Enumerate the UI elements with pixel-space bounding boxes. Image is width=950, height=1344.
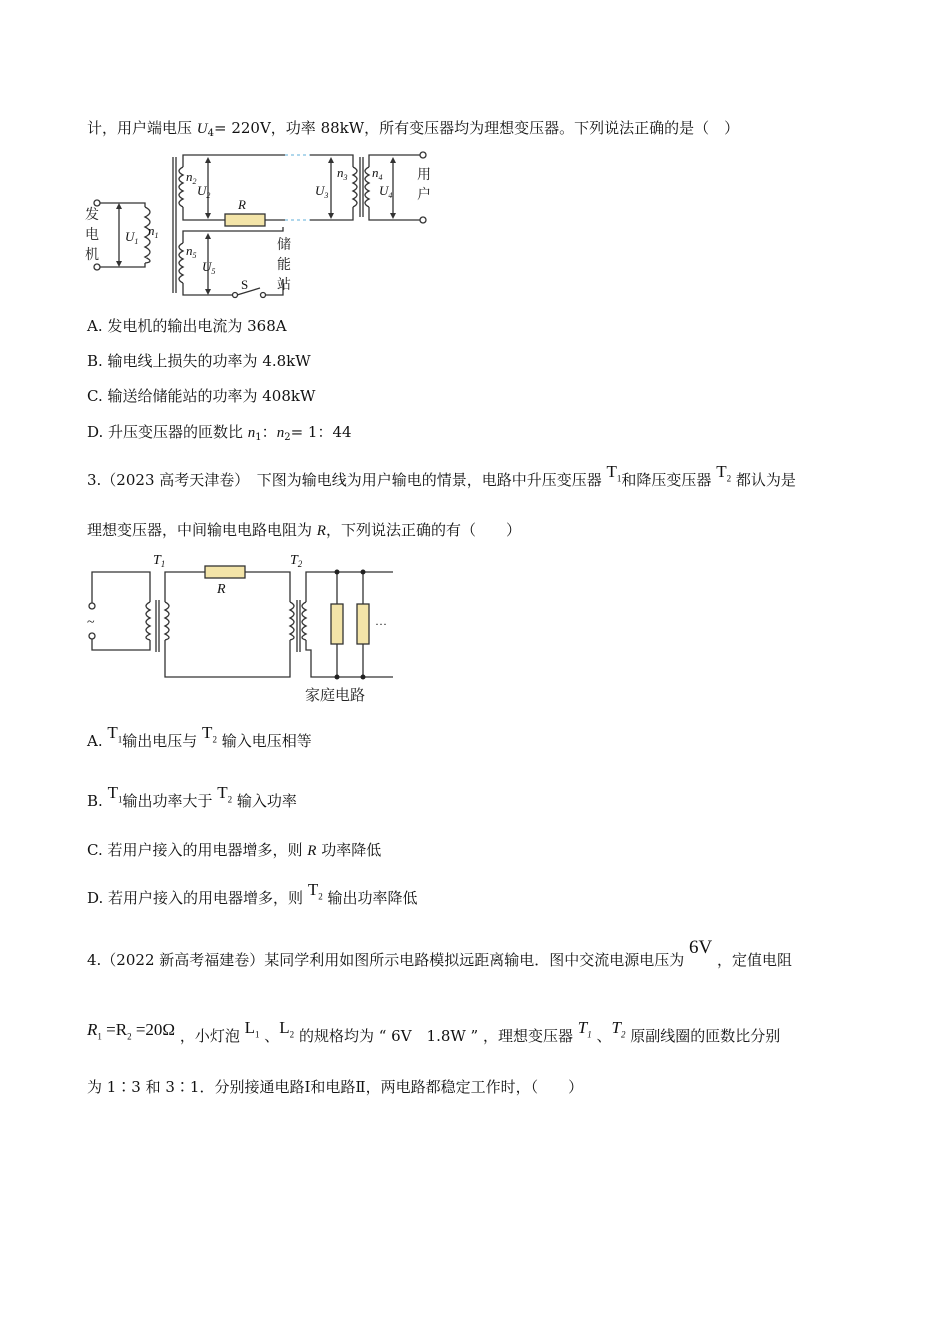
q4-resistor-equation: $R_1 =R_2 =20\Omega$ [87,1020,176,1042]
q4-line2-sep: 、 [259,1027,280,1045]
label-dots: ··· [375,617,387,631]
q3-option-a-text2: 输入电压相等 [216,732,312,750]
q4-line2-text2: 的规格均为 “ 6V 1.8W ” ，理想变压器 [294,1027,578,1045]
q4-line1-text2: ，定值电阻 [712,951,793,969]
q2-option-c: C. 输送给储能站的功率为 408kW [87,387,316,405]
q3-option-c-text2: 功率降低 [316,841,382,859]
q3-option-b [87,783,297,817]
q2-option-d-sub1: 1 [255,432,262,443]
q3-option-b-label: B. [87,792,108,810]
label-u4: $U_4$ [379,183,393,200]
label-storage-3: 站 [277,277,291,293]
q2-option-d-suffix: = 1：44 [290,423,352,441]
q3-option-b-text2: 输入功率 [232,792,297,810]
label-n2: $n_2$ [186,169,197,186]
q3-option-a-t2: $T_2$ [202,723,217,745]
label-u3: $U_3$ [315,183,329,200]
q2-option-a: A. 发电机的输出电流为 368A [87,317,287,335]
label-generator-1: 发 [85,207,99,223]
q3-option-b-text1: 输出功率大于 [122,792,218,810]
q2-option-d [87,422,352,448]
q3-option-a-label: A. [87,732,108,750]
q2-circuit-diagram [85,145,445,305]
q3-stem-line1 [87,462,796,496]
q2-option-d-sub2: 2 [284,432,291,443]
q3-option-d [87,880,418,914]
q3-stem-b: 和降压变压器 [621,471,717,489]
q3-option-c [87,840,381,861]
label-n3: $n_3$ [337,165,348,182]
label-generator-3: 机 [85,247,99,263]
q4-line2-text1: ，小灯泡 [175,1027,245,1045]
label-storage-2: 能 [277,257,291,273]
label-r: R [238,197,246,212]
q3-option-b-t1: $T_1$ [107,783,123,805]
q2-intro-var-sub: 4 [207,128,214,139]
q2-intro-prefix: 计，用户端电压 [87,119,197,137]
q2-intro [87,118,739,144]
label-t1: $T_1$ [153,553,166,569]
q3-option-d-t2: $T_2$ [307,880,323,902]
q3-stem-line2-b: ，下列说法正确的有（ ） [325,521,521,539]
q4-line2 [87,1018,781,1052]
q3-option-c-var: R [307,843,317,859]
q4-l2: $L_2$ [279,1018,295,1040]
q4-l1: $L_1$ [244,1018,260,1040]
q3-stem-t2: $T_2$ [716,462,732,484]
q3-option-a-text1: 输出电压与 [122,732,203,750]
q4-line2-text3: 、 [591,1027,612,1045]
q4-line1-text1: 4.（2022 新高考福建卷）某同学利用如图所示电路模拟远距离输电．图中交流电源电压为 [87,951,690,969]
label-switch: S [241,277,249,292]
label-u2: $U_2$ [197,183,211,200]
q2-option-d-prefix: D. 升压变压器的匝数比 [87,423,248,441]
q3-option-a [87,723,312,757]
q2-option-b: B. 输电线上损失的功率为 4.8kW [87,352,311,370]
q3-option-b-t2: $T_2$ [217,783,233,805]
q3-stem-a: 3.（2023 高考天津卷） 下图为输电线为用户输电的情景，电路中升压变压器 [87,471,607,489]
label-ac-source: ~ [87,615,95,630]
label-u5: $U_5$ [202,259,216,276]
q3-stem-line2-a: 理想变压器，中间输电电路电阻为 [87,521,317,539]
label-r: R [217,582,226,597]
q4-line1 [87,937,793,970]
q2-intro-var: U [196,121,208,137]
label-user-1: 用 [417,167,431,183]
q4-t1: $T_1$ [577,1018,592,1040]
label-n1: $n_1$ [148,223,159,240]
q3-stem-c: 都认为是 [731,471,796,489]
label-storage-1: 储 [277,237,291,253]
q2-option-d-mid: ： [261,423,277,441]
q4-line3: 为 1∶3 和 3∶1．分别接通电路Ⅰ和电路Ⅱ，两电路都稳定工作时，（ ） [87,1078,584,1096]
label-generator-2: 电 [85,227,99,243]
q3-circuit-diagram [85,552,395,702]
q3-option-a-t1: $T_1$ [107,723,123,745]
q3-option-c-text1: C. 若用户接入的用电器增多，则 [87,841,308,859]
label-u1: $U_1$ [125,229,139,246]
label-n4: $n_4$ [372,165,383,182]
q2-intro-suffix: = 220V，功率 88kW，所有变压器均为理想变压器。下列说法正确的是（ ） [214,119,740,137]
q2-option-d-var2: n [276,425,285,441]
label-t2: $T_2$ [290,553,303,569]
q3-option-d-text2: 输出功率降低 [322,889,418,907]
q3-stem-line2 [87,520,521,541]
q4-t2: $T_2$ [611,1018,626,1040]
q4-voltage: 6V [689,937,713,958]
q3-option-d-text1: D. 若用户接入的用电器增多，则 [87,889,308,907]
q3-stem-line2-var: R [316,523,326,539]
q4-line2-text4: 原副线圈的匝数比分别 [625,1027,781,1045]
label-home-circuit: 家庭电路 [305,686,366,704]
label-n5: $n_5$ [186,243,197,260]
q3-stem-t1: $T_1$ [606,462,622,484]
label-user-2: 户 [417,187,431,203]
q2-option-d-var1: n [247,425,256,441]
